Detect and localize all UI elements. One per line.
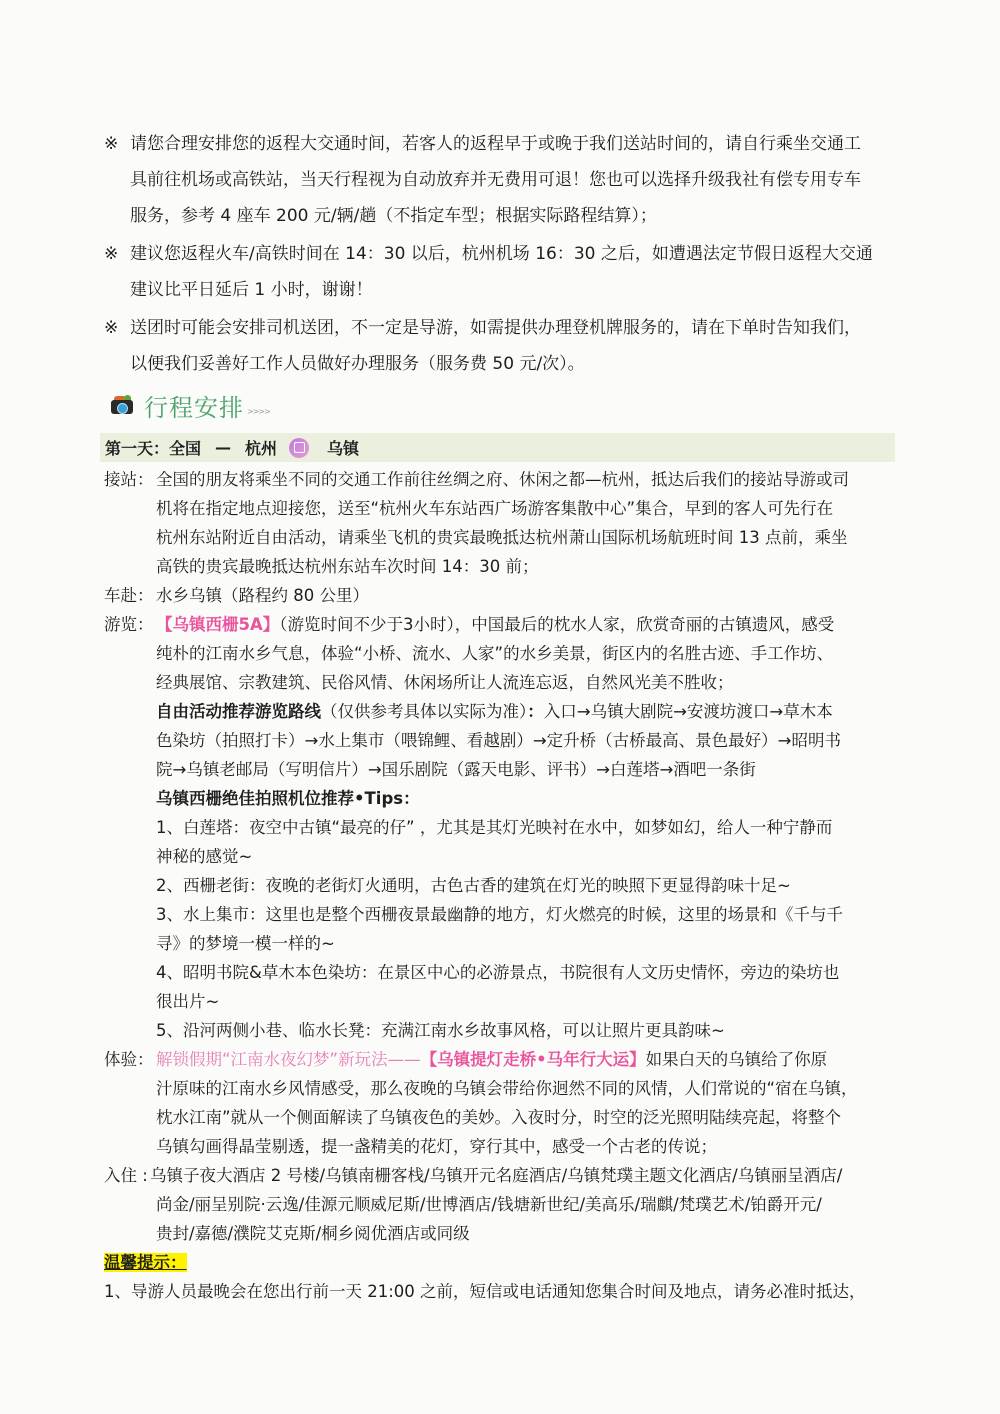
stay-line: 尚金/丽呈别院·云逸/佳源元顺威尼斯/世博酒店/钱塘新世纪/美高乐/瑞麒/梵璞艺术/铂爵开元/ <box>156 1195 822 1214</box>
stay-line: 贵封/嘉德/濮院艾克斯/桐乡阅优酒店或同级 <box>156 1224 470 1243</box>
tour-line: 纯朴的江南水乡气息，体验“小桥、流水、人家”的水乡美景，街区内的名胜古迹、手工作坊、 <box>156 644 834 663</box>
experience-line: 汁原味的江南水乡风情感受，那么夜晚的乌镇会带给你迥然不同的风情，人们常说的“宿在乌镇， <box>156 1079 858 1098</box>
note-line: 服务，参考 4 座车 200 元/辆/趟（不指定车型；根据实际路程结算）； <box>130 206 657 226</box>
note-line: 请您合理安排您的返程大交通时间，若客人的返程早于或晚于我们送站时间的，请自行乘坐交通工 <box>130 134 861 154</box>
experience-line1-rest: 如果白天的乌镇给了你原 <box>645 1050 828 1069</box>
experience-line <box>104 1045 900 1074</box>
transfer-text: 水乡乌镇（路程约 80 公里） <box>156 586 369 605</box>
experience-promo: 解锁假期“江南水夜幻梦”新玩法—— <box>156 1050 421 1069</box>
route-note: （仅供参考具体以实际为准） <box>321 702 528 721</box>
tip-line: 神秘的感觉~ <box>156 847 253 866</box>
experience-section <box>104 1045 900 1161</box>
note-line: 建议您返程火车/高铁时间在 14：30 以后，杭州机场 16：30 之后，如遭遇法定节假日返程大交通 <box>130 244 873 264</box>
day-dash: — <box>215 438 232 457</box>
day-to: 乌镇 <box>327 439 360 458</box>
pickup-line: 机将在指定地点迎接您，送至“杭州火车东站西广场游客集散中心”集合，早到的客人可先行在 <box>156 499 834 518</box>
transfer-label: 车赴： <box>104 586 154 605</box>
pickup-section <box>104 465 900 581</box>
route-line: 色染坊（拍照打卡）→水上集市（喂锦鲤、看越剧）→定升桥（古桥最高、景色最好）→昭明书 <box>156 731 841 750</box>
note-send-off <box>104 310 900 382</box>
tips-title: 乌镇西栅绝佳拍照机位推荐•Tips： <box>156 789 420 808</box>
tip-line: 寻》的梦境一模一样的~ <box>156 934 335 953</box>
note-line: 具前往机场或高铁站，当天行程视为自动放弃并无费用可退！您也可以选择升级我社有偿专用专车 <box>130 170 861 190</box>
section-title-itinerary <box>110 388 270 422</box>
route-line-text: 入口→乌镇大剧院→安渡坊渡口→草木本 <box>543 702 833 721</box>
tip-line: 5、沿河两侧小巷、临水长凳：充满江南水乡故事风格，可以让照片更具韵味~ <box>156 1021 725 1040</box>
stay-section <box>104 1161 900 1248</box>
tip-line: 3、水上集市：这里也是整个西栅夜景最幽静的地方，灯火燃亮的时候，这里的场景和《千与千 <box>156 905 843 924</box>
experience-line: 枕水江南”就从一个侧面解读了乌镇夜色的美妙。入夜时分，时空的泛光照明陆续亮起，将整个 <box>156 1108 842 1127</box>
note-line: 以便我们妥善好工作人员做好办理服务（服务费 50 元/次）。 <box>130 354 585 374</box>
note-return-time <box>104 236 900 308</box>
stay-label: 入住 : <box>104 1166 148 1185</box>
experience-label: 体验： <box>104 1050 154 1069</box>
tour-line1-rest: （游览时间不少于3小时），中国最后的枕水人家，欣赏奇丽的古镇遗风，感受 <box>279 615 835 634</box>
day1-details <box>104 465 900 1306</box>
tip-line: 1、白莲塔：夜空中古镇“最亮的仔” ，尤其是其灯光映衬在水中，如梦如幻，给人一种宁静而 <box>156 818 833 837</box>
warm-tip-line: 1、导游人员最晚会在您出行前一天 21:00 之前，短信或电话通知您集合时间及地点，请务必准时抵达， <box>104 1282 866 1301</box>
camera-icon <box>110 395 134 415</box>
warm-tips-title: 温馨提示： <box>104 1253 187 1272</box>
note-line: 建议比平日延后 1 小时，谢谢！ <box>130 280 373 300</box>
warm-tips-section <box>104 1248 900 1277</box>
warm-tips-item <box>104 1277 900 1306</box>
tip-line: 很出片~ <box>156 992 220 1011</box>
section-title-label: 行程安排 <box>144 393 244 422</box>
pickup-line: 高铁的贵宾最晚抵达杭州东站车次时间 14：30 前； <box>156 557 539 576</box>
experience-line: 乌镇勾画得晶莹剔透，提一盏精美的花灯，穿行其中，感受一个古老的传说； <box>156 1137 717 1156</box>
tour-highlight: 【乌镇西栅5A】 <box>156 615 280 634</box>
route-title: 自由活动推荐游览路线 <box>156 702 321 721</box>
day-from: 杭州 <box>245 439 278 458</box>
tour-line <box>104 610 900 639</box>
experience-highlight: 【乌镇提灯走桥•马年行大运】 <box>420 1050 646 1069</box>
tip-line: 2、西栅老街：夜晚的老街灯火通明，古色古香的建筑在灯光的映照下更显得韵味十足~ <box>156 876 791 895</box>
tip-line: 4、昭明书院&草木本色染坊：在景区中心的必游景点，书院很有人文历史情怀，旁边的染坊也 <box>156 963 840 982</box>
chevrons-icon: >>>> <box>247 406 270 416</box>
reference-mark-icon: ※ <box>104 134 119 154</box>
pickup-label: 接站： <box>104 470 154 489</box>
tour-label: 游览： <box>104 615 154 634</box>
tour-section <box>104 610 900 1045</box>
bus-icon <box>289 438 309 458</box>
day-header <box>100 433 895 462</box>
day-label: 第一天：全国 <box>105 439 202 458</box>
route-colon: ： <box>527 702 544 721</box>
stay-line: 乌镇子夜大酒店 2 号楼/乌镇南栅客栈/乌镇开元名庭酒店/乌镇梵璞主题文化酒店/乌镇丽呈酒店/ <box>150 1166 843 1185</box>
reference-mark-icon: ※ <box>104 318 119 338</box>
tour-line: 经典展馆、宗教建筑、民俗风情、休闲场所让人流连忘返，自然风光美不胜收； <box>156 673 734 692</box>
note-return-transport <box>104 126 900 234</box>
transfer-section <box>104 581 900 610</box>
route-line <box>104 697 900 726</box>
note-line: 送团时可能会安排司机送团，不一定是导游，如需提供办理登机牌服务的，请在下单时告知我们， <box>130 318 861 338</box>
route-line: 院→乌镇老邮局（写明信片）→国乐剧院（露天电影、评书）→白莲塔→酒吧一条街 <box>156 760 756 779</box>
reference-mark-icon: ※ <box>104 244 119 264</box>
pickup-line: 全国的朋友将乘坐不同的交通工作前往丝绸之府、休闲之都—杭州，抵达后我们的接站导游或司 <box>156 470 849 489</box>
pickup-line: 杭州东站附近自由活动，请乘坐飞机的贵宾最晚抵达杭州萧山国际机场航班时间 13 点前，乘坐 <box>156 528 848 547</box>
